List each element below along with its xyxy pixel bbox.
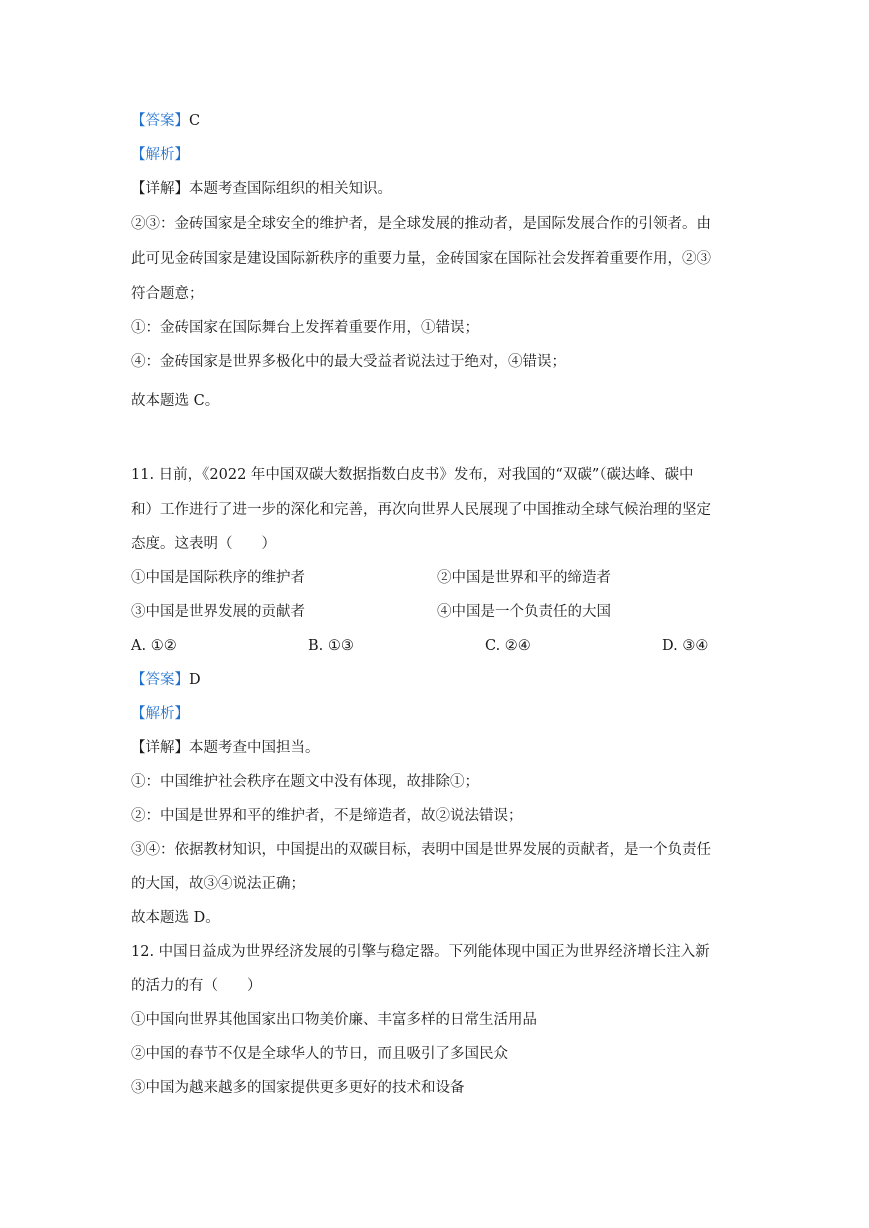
q10-line: 此可见金砖国家是建设国际新秩序的重要力量，金砖国家在国际社会发挥着重要作用，②③ xyxy=(131,251,711,267)
answer-value: C xyxy=(189,113,201,129)
q11-line: ①：中国维护社会秩序在题文中没有体现，故排除①； xyxy=(131,774,479,790)
q10-detail xyxy=(131,179,392,199)
q11-choice-a: A. ①② xyxy=(131,638,177,654)
q11-line: ③④：依据教材知识，中国提出的双碳目标，表明中国是世界发展的贡献者，是一个负责任 xyxy=(131,842,711,858)
q12-statement: ①中国向世界其他国家出口物美价廉、丰富多样的日常生活用品 xyxy=(131,1012,537,1028)
q11-line: ②：中国是世界和平的维护者，不是缔造者，故②说法错误； xyxy=(131,808,523,824)
q11-statement: ③中国是世界发展的贡献者 xyxy=(131,604,305,620)
detail-tag: 【详解】 xyxy=(131,181,189,197)
q11-analysis-tag: 【解析】 xyxy=(131,706,189,722)
q11-line: 故本题选 D。 xyxy=(131,910,220,926)
q12-statement: ③中国为越来越多的国家提供更多更好的技术和设备 xyxy=(131,1080,465,1096)
q11-statement: ④中国是一个负责任的大国 xyxy=(437,604,611,620)
q10-line: ④：金砖国家是世界多极化中的最大受益者说法过于绝对，④错误； xyxy=(131,354,566,370)
q11-choice-b: B. ①③ xyxy=(308,638,354,654)
q10-line: ①：金砖国家在国际舞台上发挥着重要作用，①错误； xyxy=(131,320,479,336)
q11-stem: 和）工作进行了进一步的深化和完善，再次向世界人民展现了中国推动全球气候治理的坚定 xyxy=(131,502,711,518)
q11-stem: 态度。这表明（ ） xyxy=(131,536,276,552)
q11-choice-c: C. ②④ xyxy=(485,638,531,654)
q12-stem: 的活力的有（ ） xyxy=(131,978,262,994)
detail-text: 本题考查国际组织的相关知识。 xyxy=(189,181,392,197)
answer-tag: 【答案】 xyxy=(131,113,189,129)
q12-statement: ②中国的春节不仅是全球华人的节日，而且吸引了多国民众 xyxy=(131,1046,508,1062)
answer-tag: 【答案】 xyxy=(131,672,189,688)
q11-answer xyxy=(131,670,201,690)
q11-detail xyxy=(131,738,320,758)
q10-line: ②③：金砖国家是全球安全的维护者，是全球发展的推动者，是国际发展合作的引领者。由 xyxy=(131,216,711,232)
q11-choice-d: D. ③④ xyxy=(662,638,709,654)
q11-line: 的大国，故③④说法正确； xyxy=(131,876,305,892)
q10-answer xyxy=(131,111,200,131)
q10-analysis-tag: 【解析】 xyxy=(131,147,189,163)
q11-statement: ②中国是世界和平的缔造者 xyxy=(437,570,611,586)
q11-stem: 11. 日前，《2022 年中国双碳大数据指数白皮书》发布，对我国的“双碳”（碳达峰、碳中 xyxy=(131,467,694,483)
q11-statement: ①中国是国际秩序的维护者 xyxy=(131,570,305,586)
q10-line: 符合题意； xyxy=(131,286,204,302)
answer-value: D xyxy=(189,672,201,688)
q10-line: 故本题选 C。 xyxy=(131,393,220,409)
detail-text: 本题考查中国担当。 xyxy=(189,740,320,756)
detail-tag: 【详解】 xyxy=(131,740,189,756)
q12-stem: 12. 中国日益成为世界经济发展的引擎与稳定器。下列能体现中国正为世界经济增长注入新 xyxy=(131,944,710,960)
